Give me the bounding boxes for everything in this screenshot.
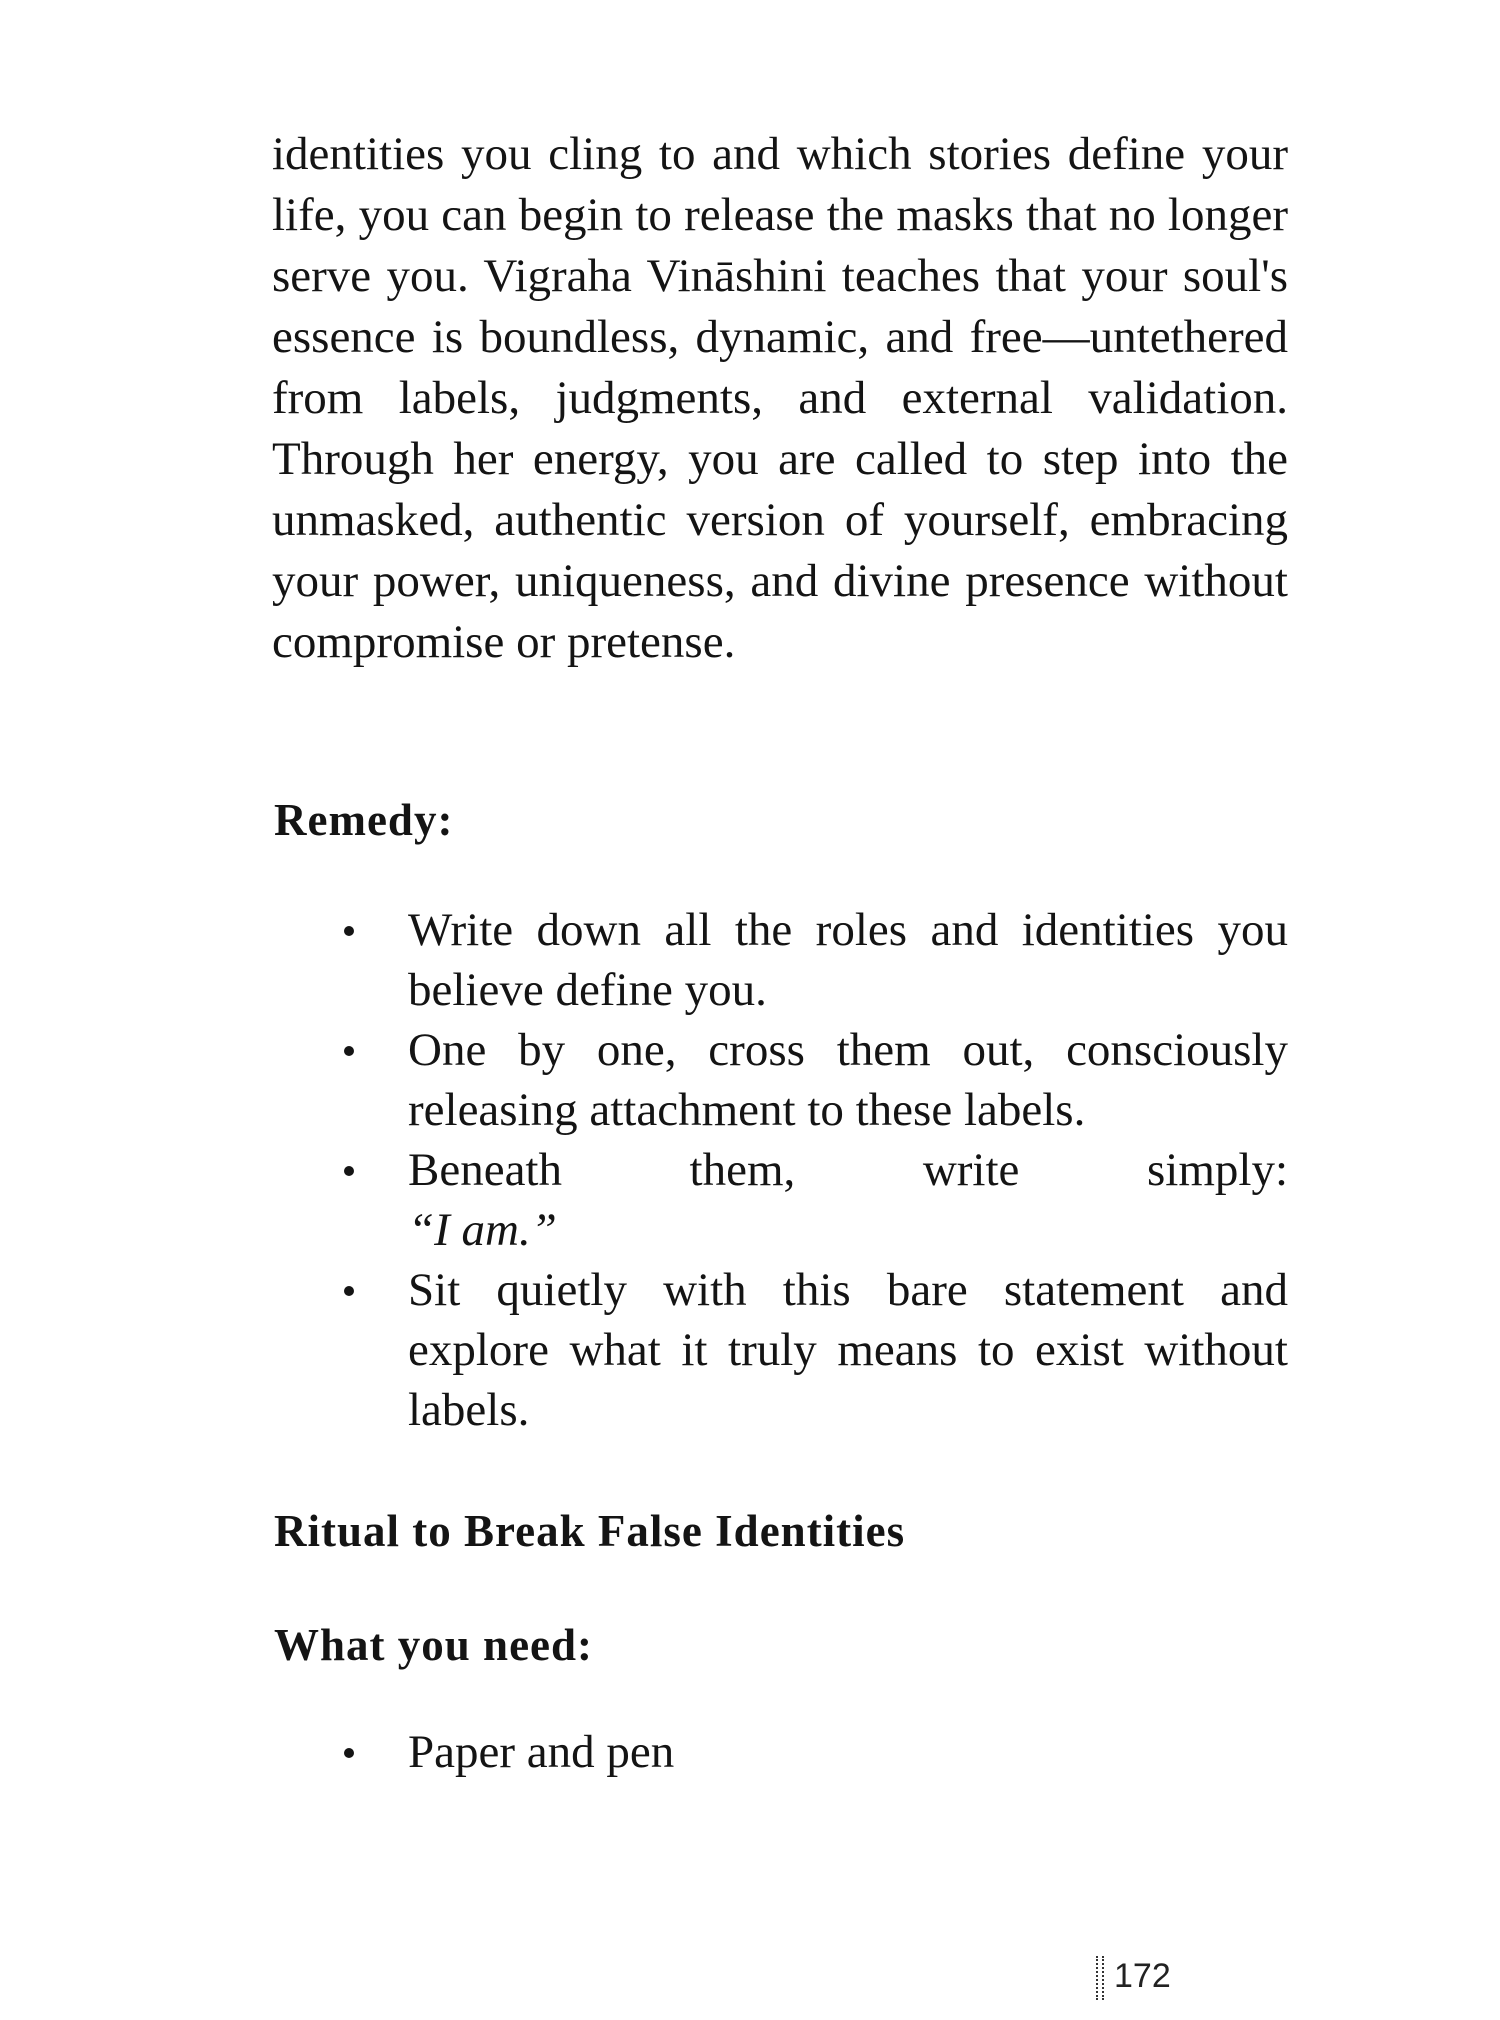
bullet-icon <box>344 1046 354 1056</box>
ritual-heading: Ritual to Break False Identities <box>274 1506 906 1556</box>
list-item <box>408 1260 1288 1440</box>
intro-paragraph: identities you cling to and which stories define your life, you can begin to release the masks that no longer serve you. Vigraha Vināshini teaches that your soul's essence is boundless, dynamic, and free—untethered from labels, judgments, and external validation. Through her energy, you are called to step into the unmasked, authentic version of yourself, embracing your power, uniqueness, and divine presence without compromise or pretense. <box>272 128 1288 668</box>
list-item <box>408 1020 1288 1140</box>
bullet-icon <box>344 1286 354 1296</box>
i-am-quote: “I am.” <box>408 1204 557 1256</box>
bullet-icon <box>344 1748 354 1758</box>
what-you-need-list <box>0 1722 1288 1782</box>
list-item-text: Paper and pen <box>408 1726 675 1778</box>
bullet-icon <box>344 926 354 936</box>
list-item <box>408 900 1288 1020</box>
remedy-list <box>0 900 1288 1440</box>
list-item-text: Beneath them, write simply: <box>408 1144 1288 1196</box>
bullet-icon <box>344 1166 354 1176</box>
list-item <box>408 1140 1288 1260</box>
list-item-text: Sit quietly with this bare statement and explore what it truly means to exist without labels. <box>408 1264 1288 1436</box>
page-number-rule <box>1096 1956 1104 2000</box>
list-item-text: One by one, cross them out, consciously releasing attachment to these labels. <box>408 1024 1288 1136</box>
remedy-heading: Remedy: <box>274 795 454 845</box>
list-item <box>408 1722 1288 1782</box>
page-number: 172 <box>1114 1957 1171 1995</box>
what-you-need-heading: What you need: <box>274 1620 594 1670</box>
list-item-text: Write down all the roles and identities you believe define you. <box>408 904 1288 1016</box>
